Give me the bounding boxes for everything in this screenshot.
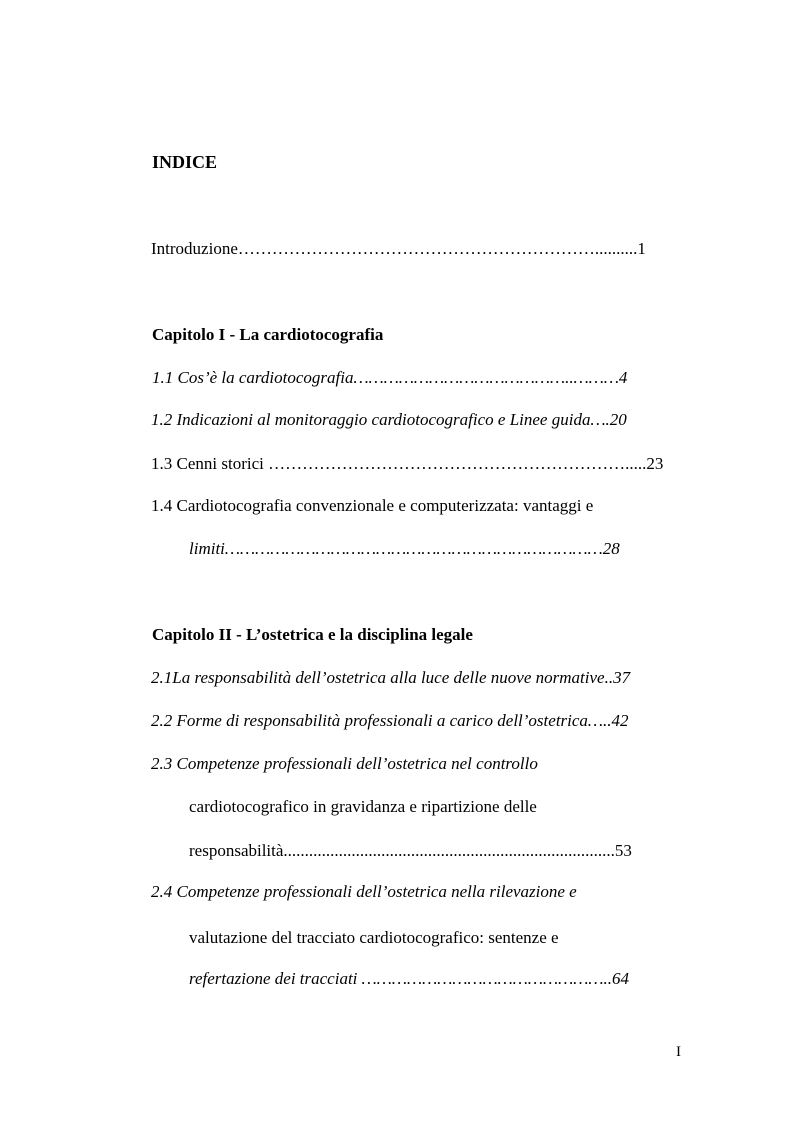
toc-entry-2-3-line3: responsabilità..............................................................................53 (189, 841, 632, 860)
page-title: INDICE (152, 152, 218, 172)
toc-entry-2-4-line2: valutazione del tracciato cardiotocografico: sentenze e (189, 928, 559, 947)
toc-entry-introduzione: Introduzione………………………………………………………..........1 (151, 239, 646, 258)
toc-entry-2-4-line1: 2.4 Competenze professionali dell’ostetrica nella rilevazione e (151, 882, 577, 901)
toc-entry-2-3-line1: 2.3 Competenze professionali dell’ostetrica nel controllo (151, 754, 538, 773)
chapter-heading-2: Capitolo II - L’ostetrica e la disciplina legale (152, 625, 473, 644)
chapter-heading-1: Capitolo I - La cardiotocografia (152, 325, 384, 344)
toc-entry-1-2: 1.2 Indicazioni al monitoraggio cardiotocografico e Linee guida….20 (151, 410, 627, 429)
toc-entry-1-4-line1: 1.4 Cardiotocografia convenzionale e computerizzata: vantaggi e (151, 496, 594, 515)
page-number: I (676, 1044, 681, 1060)
toc-entry-2-1: 2.1La responsabilità dell’ostetrica alla luce delle nuove normative..37 (151, 668, 631, 687)
toc-entry-2-2: 2.2 Forme di responsabilità professionali a carico dell’ostetrica…..42 (151, 711, 629, 730)
toc-entry-1-1: 1.1 Cos’è la cardiotocografia……………………………………..………4 (152, 368, 628, 387)
toc-entry-2-4-line3: refertazione dei tracciati …………………………………………..64 (189, 969, 629, 988)
toc-entry-1-3: 1.3 Cenni storici ……………………………………………………….....23 (151, 454, 664, 473)
toc-entry-2-3-line2: cardiotocografico in gravidanza e ripartizione delle (189, 797, 537, 816)
toc-entry-1-4-line2: limiti…………………………………………………………………28 (189, 539, 620, 558)
